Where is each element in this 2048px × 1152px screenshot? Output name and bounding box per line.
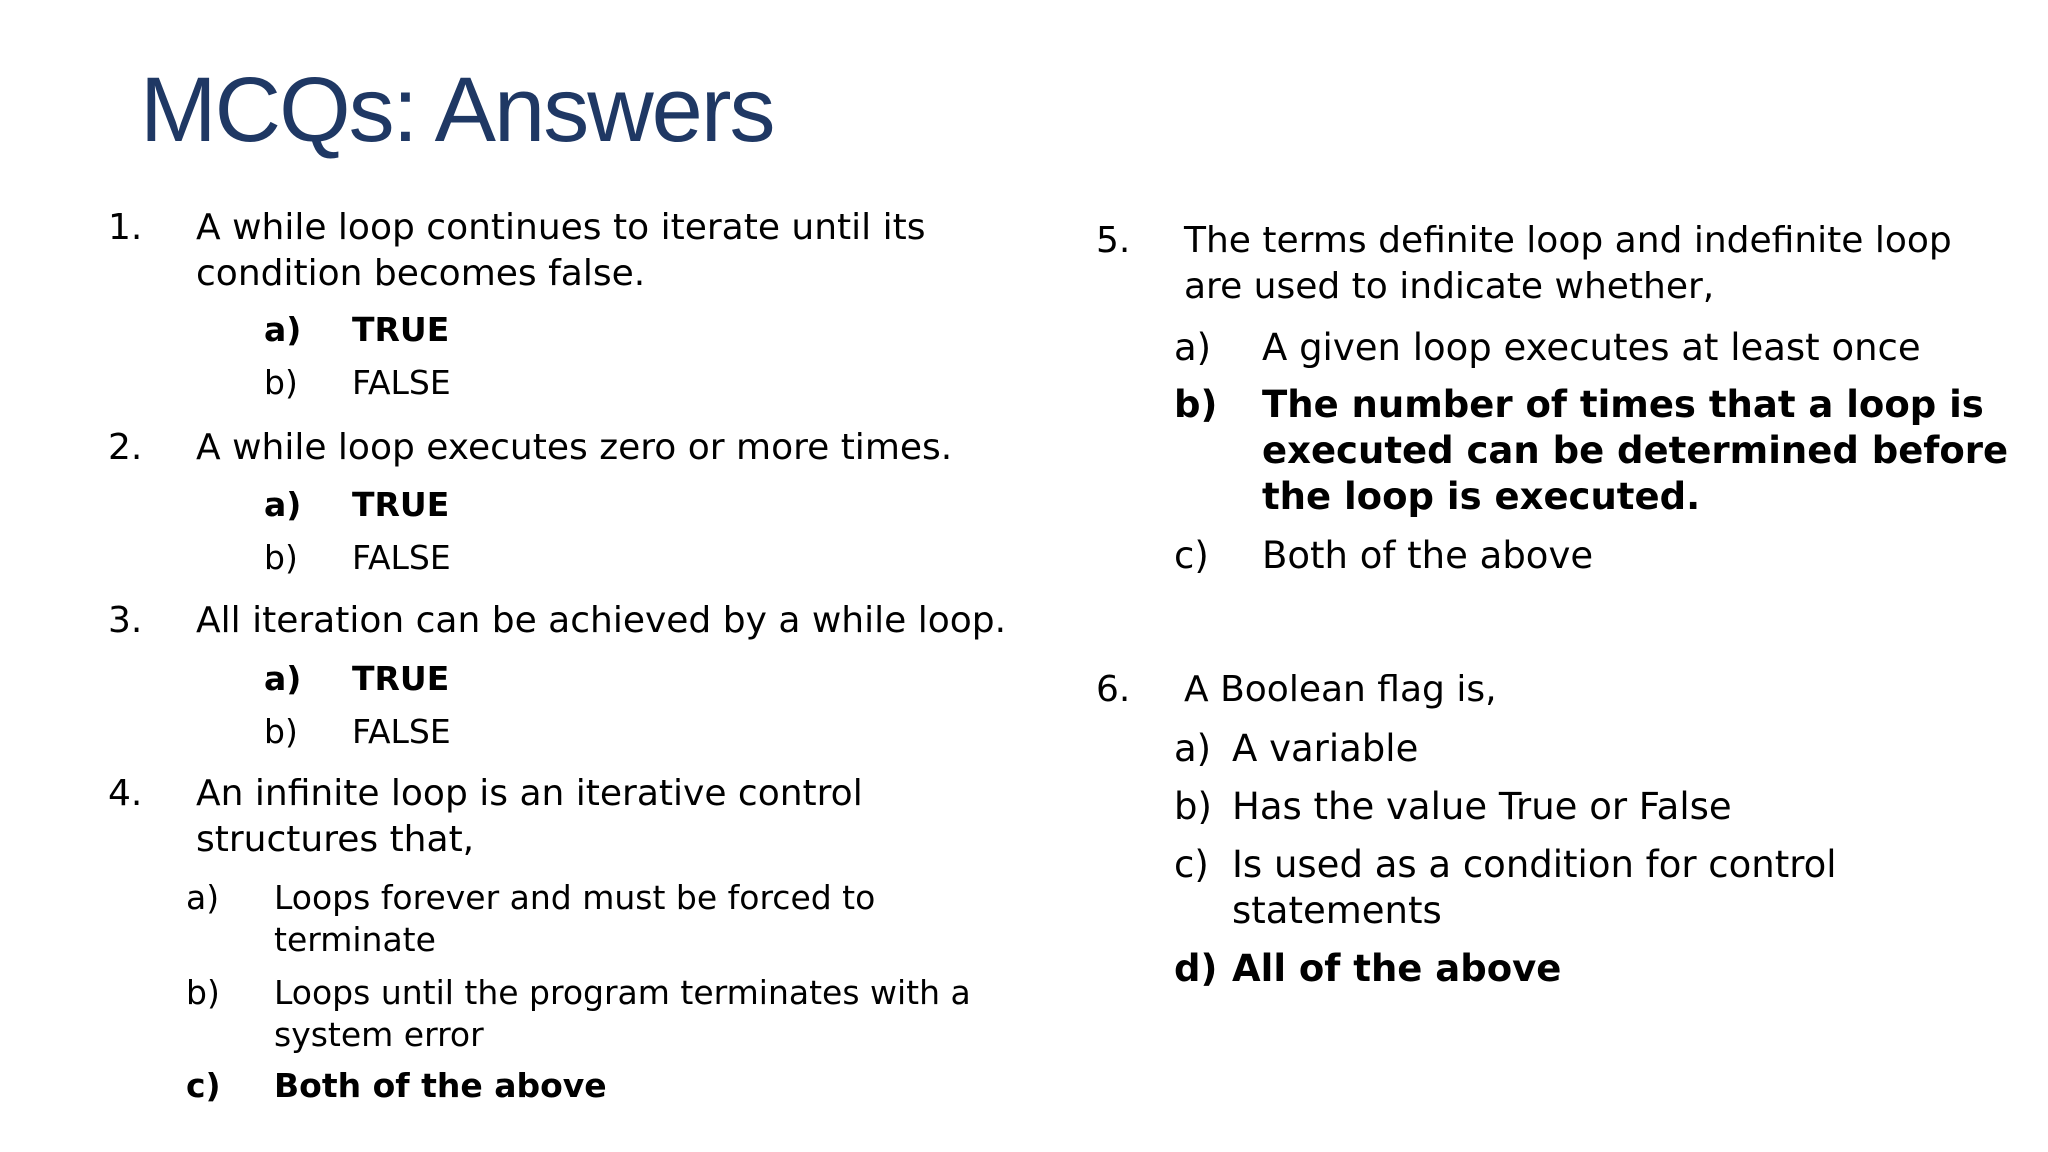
- question-number: 6.: [1096, 669, 1131, 710]
- option-text: system error: [274, 1015, 484, 1054]
- slide-title: MCQs: Answers: [140, 59, 774, 161]
- option-text: A variable: [1232, 727, 1419, 770]
- option-text: All of the above: [1232, 947, 1562, 990]
- option-letter: a): [264, 310, 302, 349]
- option-letter: c): [186, 1066, 221, 1105]
- option-letter: b): [1174, 785, 1212, 828]
- option-letter: a): [186, 878, 220, 917]
- option-text: TRUE: [352, 310, 450, 349]
- option-text: statements: [1232, 889, 1442, 932]
- option-letter: b): [186, 973, 220, 1012]
- option-text: TRUE: [352, 485, 450, 524]
- option-text: TRUE: [352, 659, 450, 698]
- question-number: 2.: [108, 427, 143, 468]
- option-letter: c): [1174, 843, 1209, 886]
- option-letter: b): [1174, 383, 1218, 426]
- option-text: FALSE: [352, 538, 451, 577]
- option-letter: a): [264, 659, 302, 698]
- option-text: Is used as a condition for control: [1232, 843, 1837, 886]
- option-text: Loops forever and must be forced to: [274, 878, 876, 917]
- option-letter: d): [1174, 947, 1218, 990]
- option-text: A given loop executes at least once: [1262, 326, 1921, 369]
- question-text-line: The terms definite loop and indefinite loop: [1184, 220, 1952, 261]
- option-letter: b): [264, 712, 298, 751]
- option-text: Loops until the program terminates with a: [274, 973, 971, 1012]
- question-text-line: An infinite loop is an iterative control: [196, 773, 863, 814]
- option-text: FALSE: [352, 712, 451, 751]
- option-letter: a): [1174, 727, 1212, 770]
- question-text-line: A Boolean flag is,: [1184, 669, 1497, 710]
- option-text: FALSE: [352, 363, 451, 402]
- question-text-line: A while loop continues to iterate until its: [196, 207, 926, 248]
- question-text-line: A while loop executes zero or more times.: [196, 427, 953, 468]
- question-text-line: condition becomes false.: [196, 253, 646, 294]
- question-number: 3.: [108, 600, 143, 641]
- option-letter: c): [1174, 534, 1209, 577]
- question-number: 1.: [108, 207, 143, 248]
- question-text-line: All iteration can be achieved by a while loop.: [196, 600, 1007, 641]
- option-text: Both of the above: [1262, 534, 1594, 577]
- option-letter: a): [264, 485, 302, 524]
- option-text: terminate: [274, 920, 436, 959]
- option-letter: b): [264, 538, 298, 577]
- option-text: the loop is executed.: [1262, 475, 1701, 518]
- option-letter: b): [264, 363, 298, 402]
- option-text: executed can be determined before: [1262, 429, 2009, 472]
- question-number: 5.: [1096, 220, 1131, 261]
- question-text-line: structures that,: [196, 819, 475, 860]
- option-text: Has the value True or False: [1232, 785, 1732, 828]
- option-text: Both of the above: [274, 1066, 607, 1105]
- option-text: The number of times that a loop is: [1262, 383, 1984, 426]
- option-letter: a): [1174, 326, 1212, 369]
- question-number: 4.: [108, 773, 143, 814]
- question-text-line: are used to indicate whether,: [1184, 266, 1715, 307]
